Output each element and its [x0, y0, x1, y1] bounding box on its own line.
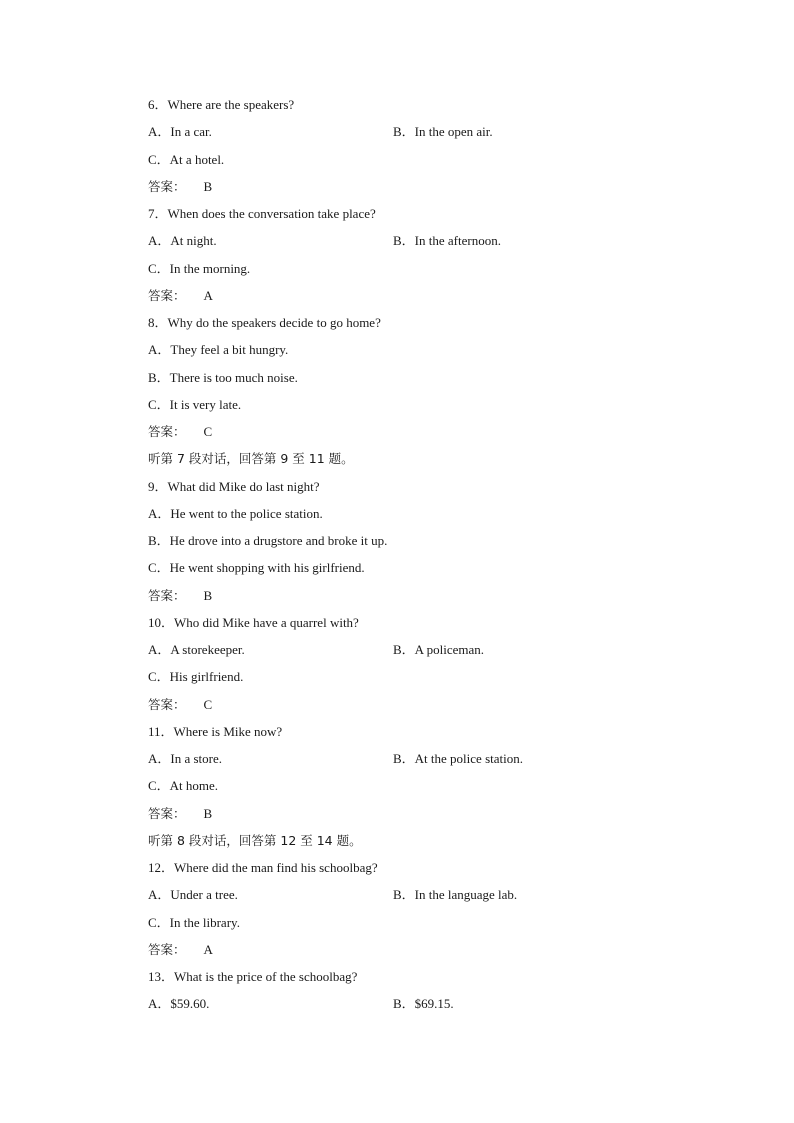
question-text: 6．Where are the speakers?	[148, 97, 295, 112]
option-line: B．He drove into a drugstore and broke it up.	[148, 533, 388, 548]
answer-value: C	[203, 424, 213, 439]
option-line: A．They feel a bit hungry.	[148, 342, 289, 358]
option-a: A．A storekeeper.	[148, 642, 245, 657]
answer-label: 答案：	[148, 287, 186, 303]
answer-value: B	[203, 587, 213, 603]
question-text: 11．Where is Mike now?	[148, 723, 283, 739]
question-text: 7．When does the conversation take place?	[148, 206, 376, 221]
answer-value: B	[203, 178, 213, 194]
answer-row	[148, 286, 708, 306]
option-line: B．There is too much noise.	[148, 369, 298, 385]
option-line: C．His girlfriend.	[148, 669, 244, 685]
answer-label: 答案：	[148, 805, 186, 821]
answer-row	[148, 422, 708, 442]
option-b: B．A policeman.	[393, 642, 484, 657]
answer-value: C	[203, 696, 213, 712]
option-line: C．It is very late.	[148, 396, 242, 412]
answer-row	[148, 940, 708, 960]
question-text: 8．Why do the speakers decide to go home?	[148, 315, 381, 330]
answer-value: A	[203, 941, 213, 957]
option-line: C．In the morning.	[148, 260, 251, 276]
answer-value: B	[203, 805, 213, 821]
option-row	[148, 640, 708, 660]
option-row	[148, 749, 708, 769]
question-text: 12．Where did the man find his schoolbag?	[148, 860, 378, 875]
option-a: A．In a store.	[148, 751, 223, 766]
option-b: B．At the police station.	[393, 751, 523, 766]
option-line: C．At a hotel.	[148, 151, 225, 167]
question-text: 13．What is the price of the schoolbag?	[148, 969, 358, 984]
option-line: C．He went shopping with his girlfriend.	[148, 560, 365, 576]
option-row	[148, 231, 708, 251]
option-row	[148, 122, 708, 142]
option-a: A．At night.	[148, 233, 217, 249]
option-line: C．In the library.	[148, 914, 240, 930]
question-text: 9．What did Mike do last night?	[148, 478, 320, 494]
answer-label: 答案：	[148, 941, 186, 957]
option-b: B．In the open air.	[393, 124, 493, 140]
option-row	[148, 994, 708, 1014]
answer-label: 答案：	[148, 696, 186, 712]
answer-row	[148, 695, 708, 715]
answer-label: 答案：	[148, 587, 186, 603]
option-b: B．In the language lab.	[393, 887, 518, 903]
answer-value: A	[203, 287, 213, 303]
option-line: C．At home.	[148, 778, 219, 794]
option-b: B．$69.15.	[393, 996, 454, 1012]
option-row	[148, 885, 708, 905]
section-instruction: 听第 7 段对话，回答第 9 至 11 题。	[148, 451, 354, 467]
answer-row	[148, 177, 708, 197]
option-line: A．He went to the police station.	[148, 505, 323, 521]
question-text: 10．Who did Mike have a quarrel with?	[148, 614, 359, 630]
option-a: A．$59.60.	[148, 996, 210, 1012]
option-b: B．In the afternoon.	[393, 233, 501, 249]
answer-row	[148, 804, 708, 824]
section-instruction: 听第 8 段对话，回答第 12 至 14 题。	[148, 832, 362, 848]
answer-label: 答案：	[148, 424, 186, 439]
option-a: A．Under a tree.	[148, 887, 238, 903]
answer-row	[148, 586, 708, 606]
answer-label: 答案：	[148, 178, 186, 194]
option-a: A．In a car.	[148, 124, 212, 140]
